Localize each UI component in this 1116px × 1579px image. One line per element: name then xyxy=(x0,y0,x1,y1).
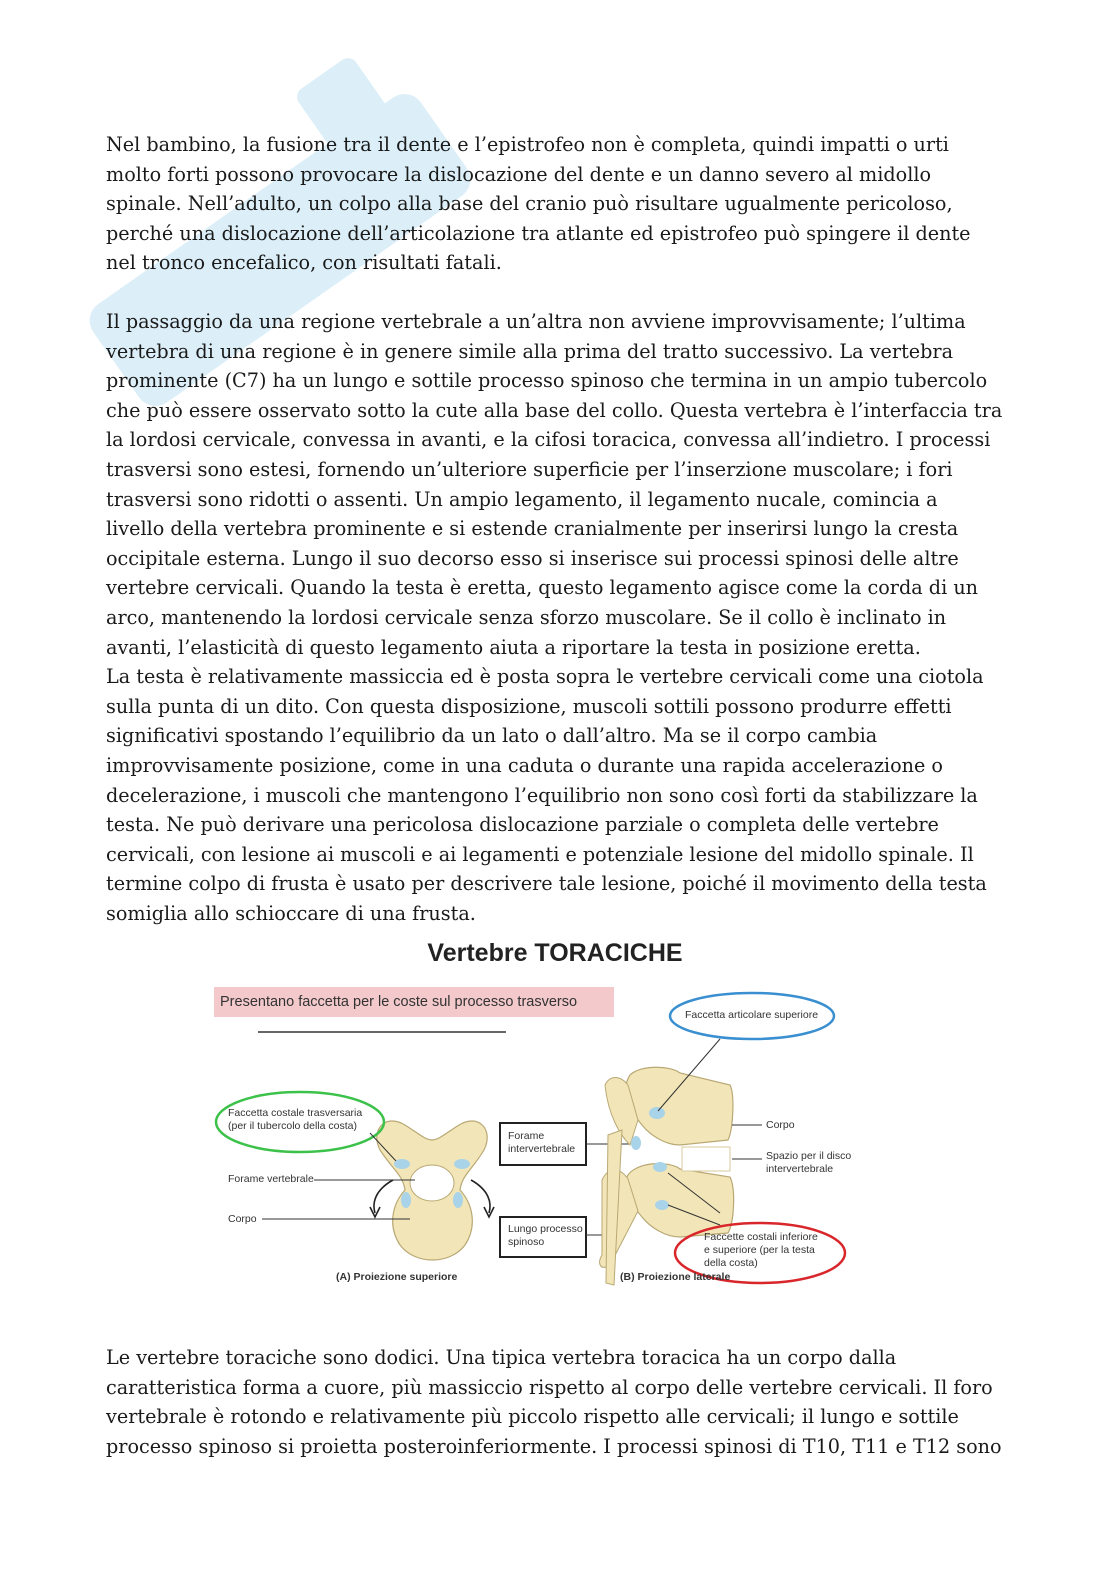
label-lungo-processo: Lungo processo spinoso xyxy=(508,1223,583,1248)
costal-facet-left xyxy=(394,1159,410,1169)
paragraph-dente-epistrofeo: Nel bambino, la fusione tra il dente e l’epistrofeo non è completa, quindi impatti o urti molto forti possono provocare la dislocazione del dente e un danno severo al midollo spinale. Nell’adulto, un colpo alla base del cranio può risultare ugualmente pericoloso, perché una dislocazione dell’articolazione tra atlante ed epistrofeo può spingere il dente nel tronco encefalico, con risultati fatali. xyxy=(106,133,971,275)
paragraph-vertebre-toraciche: Le vertebre toraciche sono dodici. Una tipica vertebra toracica ha un corpo dalla caratteristica forma a cuore, più massiccio rispetto al corpo delle vertebre cervicali. Il foro vertebrale è rotondo e relativamente più piccolo rispetto alle cervicali; il lungo e sottile processo spinoso si proietta posteroinferiormente. I processi spinosi di T10, T11 e T12 sono xyxy=(106,1346,1002,1458)
label-forame-intervertebrale: Forame intervertebrale xyxy=(508,1130,576,1155)
label-spazio-disco: Spazio per il disco intervertebrale xyxy=(766,1150,852,1175)
figure-title: Vertebre TORACICHE xyxy=(427,939,683,967)
vertebra-superior-view xyxy=(370,1121,494,1260)
label-faccetta-costale: Faccetta costale trasversaria (per il tubercolo della costa) xyxy=(228,1107,363,1132)
figure-banner: Presentano faccetta per le coste sul processo trasverso xyxy=(214,987,614,1017)
label-corpo-a: Corpo xyxy=(228,1213,257,1225)
costal-facet-right xyxy=(454,1159,470,1169)
caption-proiezione-superiore: (A) Proiezione superiore xyxy=(336,1271,458,1283)
figure-vertebre-toraciche xyxy=(210,935,900,1295)
label-corpo-b: Corpo xyxy=(766,1119,795,1131)
paragraph-vertebra-prominente: Il passaggio da una regione vertebrale a un’altra non avviene improvvisamente; l’ultima vertebra di una regione è in genere simile alla prima del tratto successivo. La vertebra prominente (C7) ha un lungo e sottile processo spinoso che termina in un ampio tubercolo che può essere osservato sotto la cute alla base del collo. Questa vertebra è l’interfaccia tra la lordosi cervicale, convessa in avanti, e la cifosi toracica, convessa all’indietro. I processi trasversi sono estesi, fornendo un’ulteriore superficie per l’inserzione muscolare; i fori trasversi sono ridotti o assenti. Un ampio legamento, il legamento nucale, comincia a livello della vertebra prominente e si estende cranialmente per inserirsi lungo la cresta occipitale esterna. Lungo il suo decorso esso si inserisce sui processi spinosi delle altre vertebre cervicali. Quando la testa è eretta, questo legamento agisce come la corda di un arco, mantenendo la lordosi cervicale senza sforzo muscolare. Se il collo è inclinato in avanti, l’elasticità di questo legamento aiuta a riportare la testa in posizione eretta. La testa è relativamente massiccia ed è posta sopra le vertebre cervicali come una ciotola sulla punta di un dito. Con questa disposizione, muscoli sottili possono produrre effetti significativi spostando l’equilibrio da un lato o dall’altro. Ma se il corpo cambia improvvisamente posizione, come in una caduta o durante una rapida accelerazione o decelerazione, i muscoli che mantengono l’equilibrio non sono così forti da stabilizzare la testa. Ne può derivare una pericolosa dislocazione parziale o completa delle vertebre cervicali, con lesione ai muscoli e ai legamenti e potenziale lesione del midollo spinale. Il termine colpo di frusta è usato per descrivere tale lesione, poiché il movimento della testa somiglia allo schioccare di una frusta. xyxy=(106,310,1003,925)
label-forame-vertebrale: Forame vertebrale xyxy=(228,1173,314,1185)
label-faccette-costali: Faccette costali inferiore e superiore (per la testa della costa) xyxy=(704,1231,818,1269)
label-faccetta-articolare: Faccetta articolare superiore xyxy=(685,1009,819,1021)
caption-proiezione-laterale: (B) Proiezione laterale xyxy=(620,1271,731,1283)
